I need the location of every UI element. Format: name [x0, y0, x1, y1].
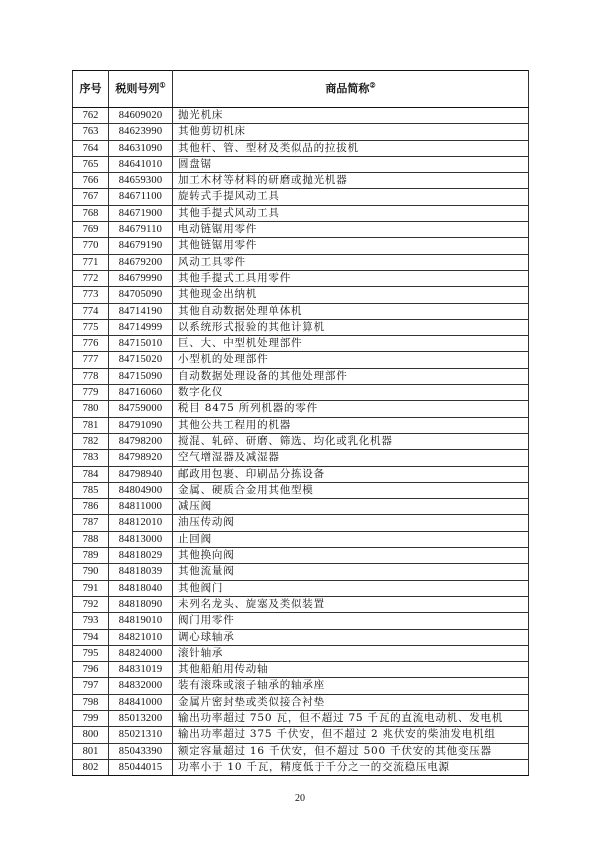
- table-header: [73, 71, 529, 108]
- row-name: 以系统形式报验的其他计算机: [173, 319, 529, 335]
- tariff-table: [72, 70, 529, 776]
- row-name: 阀门用零件: [173, 613, 529, 629]
- table-row: [73, 108, 529, 124]
- row-code: 84791090: [109, 417, 173, 433]
- table-row: [73, 727, 529, 743]
- row-seq: 768: [73, 205, 109, 221]
- row-name: 输出功率超过 750 瓦，但不超过 75 千瓦的直流电动机、发电机: [173, 710, 529, 726]
- row-seq: 780: [73, 401, 109, 417]
- row-seq: 767: [73, 189, 109, 205]
- table-row: [73, 710, 529, 726]
- row-seq: 781: [73, 417, 109, 433]
- row-name: 油压传动阀: [173, 515, 529, 531]
- header-name: 商品简称②: [173, 71, 529, 108]
- row-code: 84832000: [109, 678, 173, 694]
- row-name: 小型机的处理部件: [173, 352, 529, 368]
- row-name: 风动工具零件: [173, 254, 529, 270]
- row-seq: 782: [73, 433, 109, 449]
- row-code: 84679110: [109, 222, 173, 238]
- row-seq: 771: [73, 254, 109, 270]
- row-seq: 795: [73, 645, 109, 661]
- row-code: 84679200: [109, 254, 173, 270]
- row-code: 84813000: [109, 531, 173, 547]
- row-seq: 798: [73, 694, 109, 710]
- row-code: 84679990: [109, 270, 173, 286]
- row-code: 84819010: [109, 613, 173, 629]
- table-row: [73, 694, 529, 710]
- table-row: [73, 417, 529, 433]
- table-body: [73, 108, 529, 776]
- row-seq: 790: [73, 564, 109, 580]
- row-code: 84812010: [109, 515, 173, 531]
- table-row: [73, 385, 529, 401]
- table-row: [73, 401, 529, 417]
- row-code: 84759000: [109, 401, 173, 417]
- row-code: 84798940: [109, 466, 173, 482]
- table-row: [73, 336, 529, 352]
- row-name: 其他杆、管、型材及类似品的拉拔机: [173, 140, 529, 156]
- row-seq: 769: [73, 222, 109, 238]
- table-row: [73, 352, 529, 368]
- row-name: 其他自动数据处理单体机: [173, 303, 529, 319]
- row-seq: 791: [73, 580, 109, 596]
- table-row: [73, 548, 529, 564]
- row-name: 其他链锯用零件: [173, 238, 529, 254]
- row-code: 84715010: [109, 336, 173, 352]
- table-row: [73, 645, 529, 661]
- table-row: [73, 466, 529, 482]
- table-row: [73, 156, 529, 172]
- row-code: 84671900: [109, 205, 173, 221]
- row-name: 加工木材等材料的研磨或抛光机器: [173, 173, 529, 189]
- row-seq: 801: [73, 743, 109, 759]
- row-seq: 770: [73, 238, 109, 254]
- row-name: 圆盘锯: [173, 156, 529, 172]
- row-name: 搅混、轧碎、研磨、筛选、均化或乳化机器: [173, 433, 529, 449]
- row-seq: 787: [73, 515, 109, 531]
- row-seq: 796: [73, 662, 109, 678]
- row-seq: 792: [73, 596, 109, 612]
- row-name: 功率小于 10 千瓦，精度低于千分之一的交流稳压电源: [173, 759, 529, 775]
- row-seq: 764: [73, 140, 109, 156]
- row-code: 84831019: [109, 662, 173, 678]
- row-code: 84679190: [109, 238, 173, 254]
- row-code: 84716060: [109, 385, 173, 401]
- row-seq: 802: [73, 759, 109, 775]
- table-row: [73, 124, 529, 140]
- row-seq: 785: [73, 482, 109, 498]
- row-name: 抛光机床: [173, 108, 529, 124]
- table-row: [73, 678, 529, 694]
- table-row: [73, 596, 529, 612]
- row-name: 止回阀: [173, 531, 529, 547]
- row-seq: 793: [73, 613, 109, 629]
- footnote-marker: ①: [159, 80, 166, 90]
- row-seq: 797: [73, 678, 109, 694]
- row-code: 84715090: [109, 368, 173, 384]
- row-code: 84811000: [109, 499, 173, 515]
- table-row: [73, 140, 529, 156]
- row-seq: 774: [73, 303, 109, 319]
- header-seq: 序号: [73, 71, 109, 108]
- table-row: [73, 482, 529, 498]
- row-name: 其他现金出纳机: [173, 287, 529, 303]
- row-code: 84804900: [109, 482, 173, 498]
- row-seq: 773: [73, 287, 109, 303]
- row-seq: 794: [73, 629, 109, 645]
- row-name: 其他剪切机床: [173, 124, 529, 140]
- row-seq: 788: [73, 531, 109, 547]
- row-code: 84714190: [109, 303, 173, 319]
- row-code: 85013200: [109, 710, 173, 726]
- table-row: [73, 254, 529, 270]
- row-name: 其他阀门: [173, 580, 529, 596]
- row-seq: 778: [73, 368, 109, 384]
- row-code: 84818029: [109, 548, 173, 564]
- table-row: [73, 287, 529, 303]
- row-name: 其他流量阀: [173, 564, 529, 580]
- row-name: 装有滚珠或滚子轴承的轴承座: [173, 678, 529, 694]
- row-code: 85043390: [109, 743, 173, 759]
- row-name: 邮政用包裹、印刷品分拣设备: [173, 466, 529, 482]
- row-name: 空气增湿器及减湿器: [173, 450, 529, 466]
- row-code: 84715020: [109, 352, 173, 368]
- row-name: 巨、大、中型机处理部件: [173, 336, 529, 352]
- row-seq: 784: [73, 466, 109, 482]
- row-code: 84609020: [109, 108, 173, 124]
- row-seq: 789: [73, 548, 109, 564]
- table-row: [73, 564, 529, 580]
- row-name: 金属片密封垫或类似接合衬垫: [173, 694, 529, 710]
- table-row: [73, 205, 529, 221]
- row-code: 84818039: [109, 564, 173, 580]
- row-name: 金属、硬质合金用其他型模: [173, 482, 529, 498]
- row-seq: 776: [73, 336, 109, 352]
- row-name: 数字化仪: [173, 385, 529, 401]
- row-seq: 799: [73, 710, 109, 726]
- row-name: 输出功率超过 375 千伏安，但不超过 2 兆伏安的柴油发电机组: [173, 727, 529, 743]
- row-code: 84641010: [109, 156, 173, 172]
- row-seq: 765: [73, 156, 109, 172]
- table-row: [73, 368, 529, 384]
- table-row: [73, 433, 529, 449]
- table-row: [73, 189, 529, 205]
- row-seq: 762: [73, 108, 109, 124]
- row-code: 85021310: [109, 727, 173, 743]
- row-name: 其他换向阀: [173, 548, 529, 564]
- table-row: [73, 173, 529, 189]
- row-code: 84841000: [109, 694, 173, 710]
- table-row: [73, 629, 529, 645]
- table-row: [73, 662, 529, 678]
- row-seq: 772: [73, 270, 109, 286]
- row-name: 额定容量超过 16 千伏安，但不超过 500 千伏安的其他变压器: [173, 743, 529, 759]
- row-seq: 775: [73, 319, 109, 335]
- table-row: [73, 531, 529, 547]
- table-row: [73, 759, 529, 775]
- table-row: [73, 743, 529, 759]
- row-code: 84798200: [109, 433, 173, 449]
- table-row: [73, 450, 529, 466]
- table-row: [73, 238, 529, 254]
- row-seq: 800: [73, 727, 109, 743]
- row-name: 电动链锯用零件: [173, 222, 529, 238]
- row-code: 84818040: [109, 580, 173, 596]
- row-code: 84818090: [109, 596, 173, 612]
- table-row: [73, 613, 529, 629]
- table-row: [73, 270, 529, 286]
- row-seq: 779: [73, 385, 109, 401]
- row-name: 减压阀: [173, 499, 529, 515]
- footnote-marker: ②: [369, 80, 376, 90]
- row-seq: 786: [73, 499, 109, 515]
- row-seq: 766: [73, 173, 109, 189]
- row-code: 84705090: [109, 287, 173, 303]
- row-code: 84824000: [109, 645, 173, 661]
- table-row: [73, 303, 529, 319]
- row-code: 84821010: [109, 629, 173, 645]
- table-row: [73, 319, 529, 335]
- table-row: [73, 515, 529, 531]
- row-name: 其他手提式工具用零件: [173, 270, 529, 286]
- row-code: 84671100: [109, 189, 173, 205]
- row-name: 税目 8475 所列机器的零件: [173, 401, 529, 417]
- header-code: 税则号列①: [109, 71, 173, 108]
- row-code: 84623990: [109, 124, 173, 140]
- row-seq: 763: [73, 124, 109, 140]
- row-code: 85044015: [109, 759, 173, 775]
- row-code: 84659300: [109, 173, 173, 189]
- row-name: 自动数据处理设备的其他处理部件: [173, 368, 529, 384]
- row-code: 84714999: [109, 319, 173, 335]
- row-seq: 783: [73, 450, 109, 466]
- row-seq: 777: [73, 352, 109, 368]
- row-name: 其他船舶用传动轴: [173, 662, 529, 678]
- page-number: 20: [295, 793, 305, 804]
- row-code: 84631090: [109, 140, 173, 156]
- row-name: 调心球轴承: [173, 629, 529, 645]
- row-name: 其他公共工程用的机器: [173, 417, 529, 433]
- table-row: [73, 499, 529, 515]
- table-row: [73, 222, 529, 238]
- row-code: 84798920: [109, 450, 173, 466]
- row-name: 滚针轴承: [173, 645, 529, 661]
- row-name: 未列名龙头、旋塞及类似装置: [173, 596, 529, 612]
- row-name: 其他手提式风动工具: [173, 205, 529, 221]
- table-row: [73, 580, 529, 596]
- row-name: 旋转式手提风动工具: [173, 189, 529, 205]
